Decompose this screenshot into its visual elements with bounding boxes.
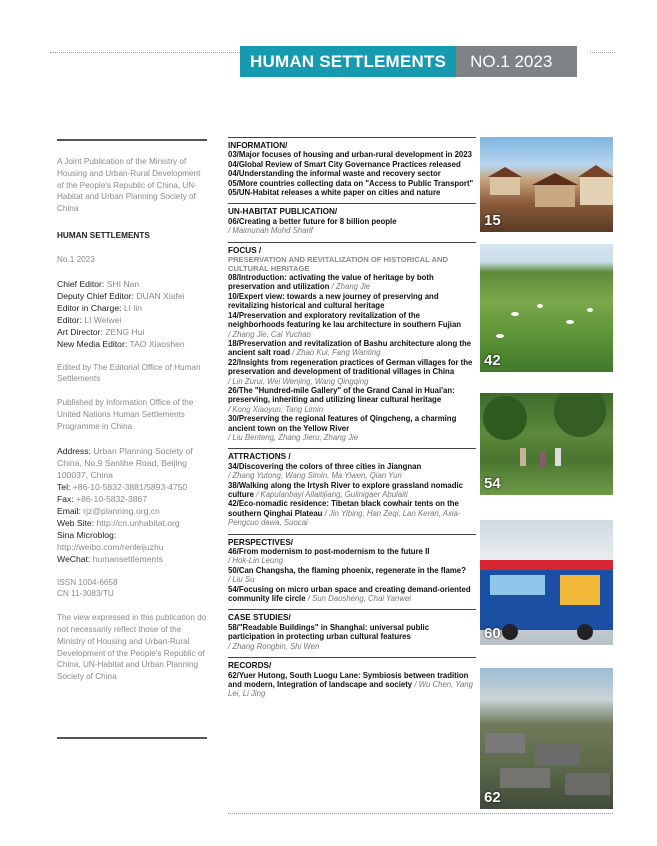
section-title: CASE STUDIES/ — [228, 613, 291, 623]
contact-list — [57, 445, 207, 565]
top-dotted-rule-left — [50, 52, 240, 53]
toc-author: / Zhang Yutong, Wang Simin, Ma Yiwen, Qian Yun — [228, 471, 402, 481]
credits-list — [57, 278, 207, 350]
credit-line: Editor: LI Weiwei — [57, 314, 122, 325]
toc-author: / Zhang Jie, Cai Yuchao — [228, 329, 311, 339]
section-attractions — [228, 448, 476, 527]
credit-line: New Media Editor: TAO Xiaoshen — [57, 338, 185, 349]
magazine-title: HUMAN SETTLEMENTS — [240, 46, 456, 77]
toc-entry[interactable]: 50/Can Changsha, the flaming phoenix, regenerate in the flame? — [228, 565, 466, 575]
contact-address: Address: Urban Planning Society of China, No.9 Sanlihe Road, Beijing 100037, China — [57, 445, 193, 480]
credit-line: Chief Editor: SHI Nan — [57, 278, 140, 289]
toc-entry[interactable]: 05/More countries collecting data on "Access to Public Transport" — [228, 178, 474, 188]
toc-author: / Kong Xiaoyun, Tang Limin — [228, 404, 324, 414]
toc-author: / Lin Zurui, Wei Wenjing, Wang Qingqing — [228, 376, 369, 386]
toc-entry[interactable]: 05/UN-Habitat releases a white paper on cities and nature — [228, 188, 441, 198]
toc-entry[interactable]: 54/Focusing on micro urban space and creating demand-oriented community life circle / Sun Daosheng, Chai Yanwei — [228, 584, 471, 604]
section-title: PERSPECTIVES/ — [228, 537, 294, 547]
page-number-badge: 62 — [484, 789, 501, 806]
toc-entry[interactable]: 58/"Readable Buildings" in Shanghai: universal public participation in protecting urban cultural features — [228, 622, 430, 642]
issue-label: NO.1 2023 — [456, 46, 577, 77]
toc-entry[interactable]: 10/Expert view: towards a new journey of preserving and revitalizing historical and cultural heritage — [228, 291, 439, 311]
toc-entry[interactable]: 30/Preserving the regional features of Qingcheng, a charming ancient town on the Yellow River — [228, 414, 457, 433]
photo-hutong — [480, 668, 613, 809]
toc-author: / Maimunah Mohd Sharif — [228, 226, 313, 236]
hutong-illustration — [480, 668, 613, 809]
credit-line: Editor in Charge: LI lin — [57, 302, 143, 313]
page-number-badge: 42 — [484, 352, 501, 369]
page-number-badge: 15 — [484, 212, 501, 229]
contact-wechat: WeChat: humansettlements — [57, 553, 163, 564]
edited-by: Edited by The Editorial Office of Human Settlements — [57, 362, 201, 384]
toc-entry[interactable]: 06/Creating a better future for 8 billion people — [228, 216, 397, 226]
section-case-studies — [228, 609, 476, 651]
contact-email: Email: rjz@planning.org.cn — [57, 505, 160, 516]
toc-author: / Liu Benteng, Zhang Jieru, Zhang Jie — [228, 432, 359, 442]
table-of-contents — [228, 137, 476, 705]
toc-author: / Zhang Rongbin, Shi Wen — [228, 641, 320, 651]
section-title: UN-HABITAT PUBLICATION/ — [228, 207, 338, 217]
toc-author: / Liu Su — [228, 575, 255, 585]
section-title: ATTRACTIONS / — [228, 452, 291, 462]
toc-entry[interactable]: 18/Preservation and revitalization of Bashu architecture along the ancient salt road / Zhao Kui, Fang Wanting — [228, 338, 472, 358]
credit-line: Art Director: ZENG Hui — [57, 326, 145, 337]
toc-entry[interactable]: 04/Global Review of Smart City Governance Practices released — [228, 159, 461, 169]
left-bottom-rule — [57, 737, 207, 739]
contact-tel: Tel: +86-10-5832-3881/5893-4750 — [57, 481, 188, 492]
section-perspectives — [228, 534, 476, 604]
top-dotted-rule-right — [590, 52, 615, 53]
header-band — [240, 46, 577, 77]
credit-line: Deputy Chief Editor: DUAN Xiafei — [57, 290, 185, 301]
intro-text: A Joint Publication of the Ministry of Housing and Urban-Rural Development of the People's Republic of China, UN-Habitat and Urban Planning Society of China — [57, 157, 201, 214]
section-title: RECORDS/ — [228, 661, 272, 671]
bottom-dotted-rule — [228, 813, 613, 814]
published-by: Published by Information Office of the United Nations Human Settlements Programme in China — [57, 398, 194, 431]
toc-entry[interactable]: 26/The "Hundred-mile Gallery" of the Grand Canal in Huai'an: preserving, inheriting and utilizing linear cultural heritage — [228, 385, 455, 405]
section-subtitle: PRESERVATION AND REVITALIZATION OF HISTORICAL AND CULTURAL HERITAGE — [228, 255, 448, 274]
section-unhabitat — [228, 203, 476, 235]
section-title: FOCUS / — [228, 245, 262, 255]
cn-number: CN 11-3083/TU — [57, 589, 114, 599]
toc-entry[interactable]: 22/Insights from regeneration practices of German villages for the preservation and development of traditional villages in China — [228, 357, 473, 377]
page-number-badge: 54 — [484, 475, 501, 492]
issn: ISSN 1004-6658 — [57, 577, 118, 587]
toc-entry[interactable]: 42/Eco-nomadic residence: Tibetan black cowhair tents on the southern Qinghai Plateau / Jin Yibing, Han Zeqi, Lan Keran, Axia-Pengcuo dawa, Suocai — [228, 499, 461, 528]
toc-entry[interactable]: 38/Walking along the Irtysh River to explore grassland nomadic culture / Kapulanbayi Ailaitijiang, Gulinigaer Abulaiti — [228, 480, 463, 499]
toc-entry[interactable]: 34/Discovering the colors of three cities in Jiangnan — [228, 461, 422, 471]
photo-park — [480, 393, 613, 495]
left-top-rule — [57, 139, 207, 141]
section-title: INFORMATION/ — [228, 141, 288, 150]
photo-village — [480, 137, 613, 232]
photo-grassland — [480, 244, 613, 372]
photo-bus — [480, 520, 613, 645]
contact-weibo: Sina Microblog: http://weibo.com/renleijuzhu — [57, 529, 164, 552]
masthead-column — [57, 156, 207, 683]
toc-entry[interactable]: 62/Yuer Hutong, South Luogu Lane: Symbiosis between tradition and modern, Integration of landscape and society / Wu Chen, Yang Lei, Li Jing — [228, 670, 473, 699]
toc-entry[interactable]: 03/Major focuses of housing and urban-rural development in 2023 — [228, 150, 472, 160]
toc-entry[interactable]: 14/Preservation and exploratory revitalization of the neighborhoods featuring ke lau architecture in southern Fujian — [228, 310, 462, 330]
toc-author: / Hok-Lin Leung — [228, 556, 284, 566]
contact-website: Web Site: http://cn.unhabitat.org — [57, 517, 180, 528]
disclaimer: The view expressed in this publication do not necessarily reflect those of the Ministry of Housing and Urban-Rural Development of the People's Republic of China, UN-Habitat and Urban Planning Society of China — [57, 613, 207, 682]
contact-fax: Fax: +86-10-5832-3867 — [57, 493, 148, 504]
section-focus — [228, 242, 476, 443]
page-number-badge: 60 — [484, 625, 501, 642]
masthead-issue: No.1 2023 — [57, 254, 95, 264]
masthead-title: HUMAN SETTLEMENTS — [57, 230, 150, 240]
toc-entry[interactable]: 46/From modernism to post-modernism to the future II — [228, 547, 430, 557]
section-information — [228, 137, 476, 197]
toc-entry[interactable]: 04/Understanding the informal waste and recovery sector — [228, 169, 441, 179]
toc-entry[interactable]: 08/Introduction: activating the value of heritage by both preservation and utilization / Zhang Jie — [228, 273, 434, 292]
section-records — [228, 657, 476, 699]
